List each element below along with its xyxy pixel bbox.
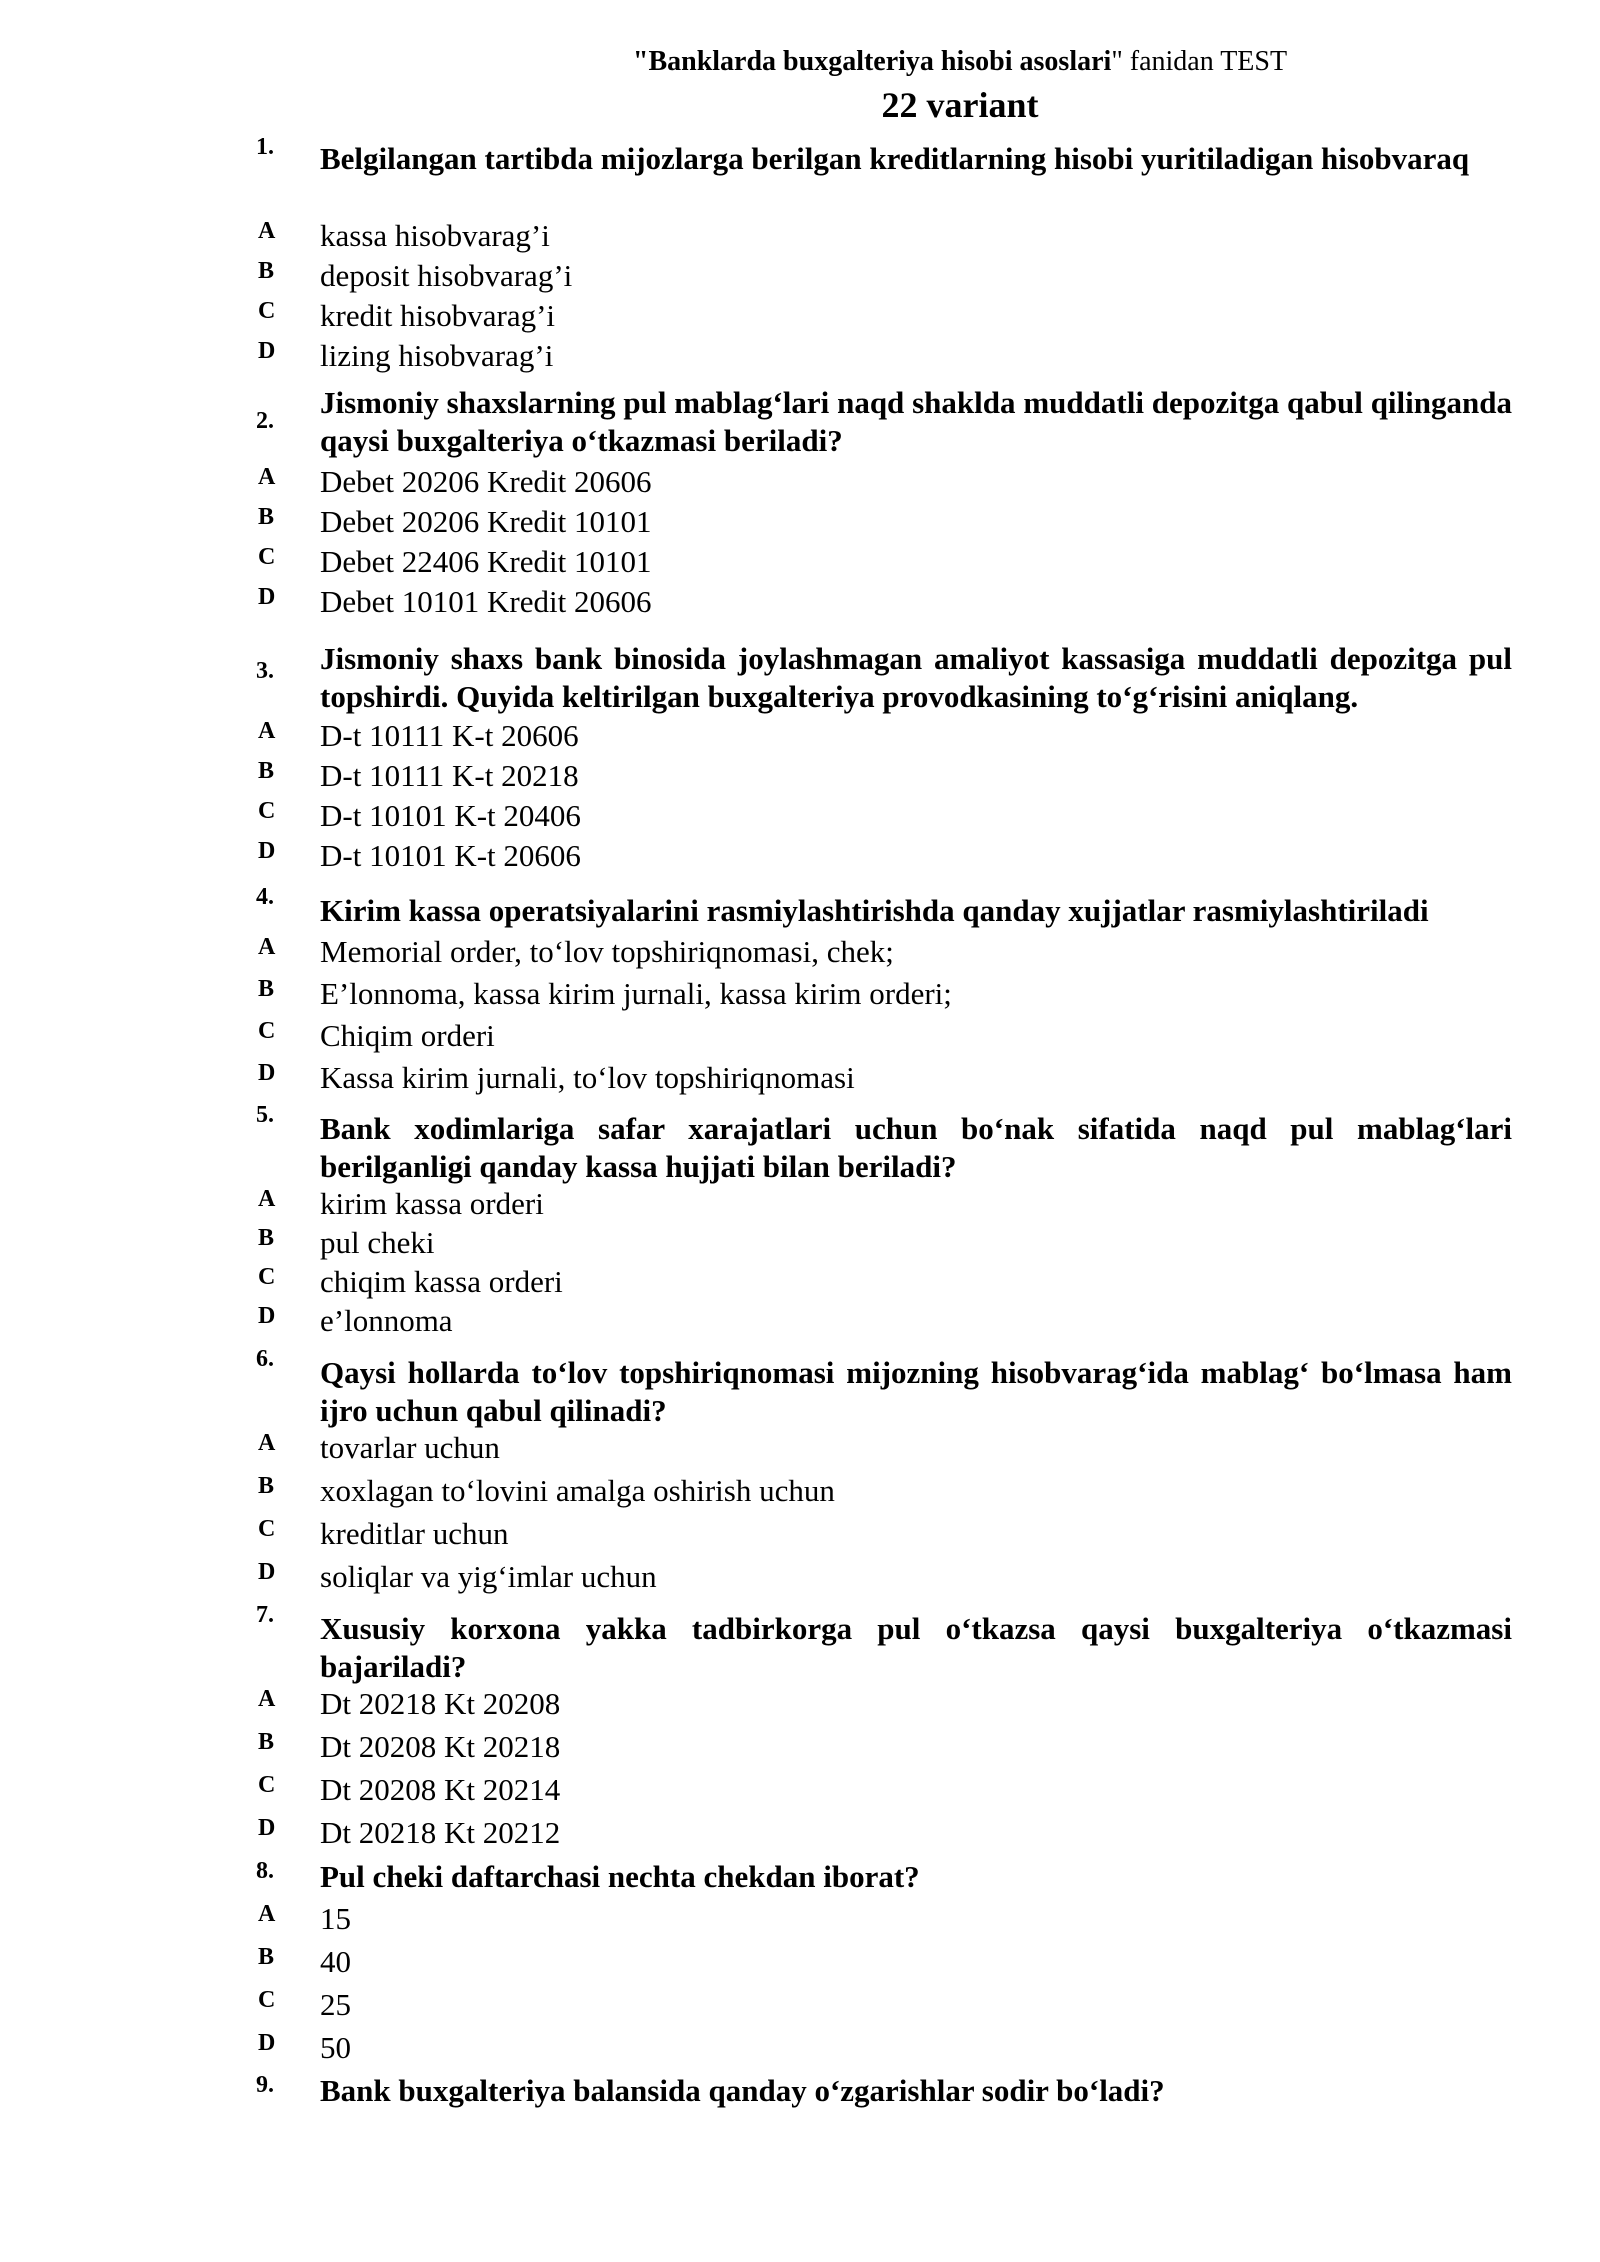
option-text: Dt 20218 Kt 20208 [320, 1686, 561, 1721]
option-row [0, 584, 1600, 624]
option-text: Dt 20208 Kt 20214 [320, 1772, 561, 1807]
option-text: Dt 20218 Kt 20212 [320, 1815, 561, 1850]
variant-label: 22 variant [881, 85, 1039, 125]
option-text: D-t 10111 K-t 20218 [320, 758, 579, 793]
option-text: E’lonnoma, kassa kirim jurnali, kassa kirim orderi; [320, 976, 952, 1011]
option-row [0, 464, 1600, 504]
question-number: 5. [256, 1102, 274, 1128]
option-row [0, 1430, 1600, 1470]
option-text: D-t 10101 K-t 20406 [320, 798, 581, 833]
option-letter: D [258, 1303, 276, 1329]
option-row [0, 718, 1600, 758]
option-letter: D [258, 584, 276, 610]
question-text: Pul cheki daftarchasi nechta chekdan iborat? [320, 1859, 920, 1894]
option-row [0, 1186, 1600, 1226]
question-text: Jismoniy shaxslarning pul mablag‘lari naqd shaklda muddatli depozitga qabul qilinganda qaysi buxgalteriya o‘tkazmasi beriladi? [320, 385, 1512, 458]
option-row [0, 1060, 1600, 1100]
option-row [0, 218, 1600, 258]
option-letter: C [258, 544, 276, 570]
option-text: kirim kassa orderi [320, 1186, 544, 1221]
option-text: Debet 20206 Kredit 20606 [320, 464, 652, 499]
option-letter: D [258, 838, 276, 864]
option-letter: D [258, 1559, 276, 1585]
option-letter: C [258, 1018, 276, 1044]
option-row [0, 1264, 1600, 1304]
option-text: D-t 10111 K-t 20606 [320, 718, 579, 753]
option-letter: B [258, 504, 275, 530]
option-text: kreditlar uchun [320, 1516, 509, 1551]
option-letter: C [258, 1516, 276, 1542]
option-letter: A [258, 718, 276, 744]
option-letter: C [258, 298, 276, 324]
question-number: 2. [256, 408, 274, 434]
question-number: 9. [256, 2072, 274, 2098]
option-text: 50 [320, 2030, 351, 2065]
option-row [0, 798, 1600, 838]
option-row [0, 976, 1600, 1016]
option-text: Debet 10101 Kredit 20606 [320, 584, 652, 619]
option-row [0, 1901, 1600, 1941]
option-row [0, 1559, 1600, 1599]
option-text: 25 [320, 1987, 351, 2022]
option-row [0, 1303, 1600, 1343]
option-text: Dt 20208 Kt 20218 [320, 1729, 561, 1764]
option-text: Chiqim orderi [320, 1018, 495, 1053]
question-number: 6. [256, 1346, 274, 1372]
option-text: e’lonnoma [320, 1303, 453, 1338]
option-text: kredit hisobvarag’i [320, 298, 556, 333]
option-text: chiqim kassa orderi [320, 1264, 563, 1299]
option-letter: B [258, 1944, 275, 1970]
option-text: Kassa kirim jurnali, to‘lov topshiriqnomasi [320, 1060, 855, 1095]
question-text: Xususiy korxona yakka tadbirkorga pul o‘tkazsa qaysi buxgalteriya o‘tkazmasi bajariladi? [320, 1611, 1512, 1684]
option-row [0, 258, 1600, 298]
question-text: Bank xodimlariga safar xarajatlari uchun bo‘nak sifatida naqd pul mablag‘lari berilganligi qanday kassa hujjati bilan beriladi? [320, 1111, 1512, 1184]
question-number: 3. [256, 658, 274, 684]
document-title [320, 44, 1600, 80]
option-row [0, 2030, 1600, 2070]
option-row [0, 1815, 1600, 1855]
option-letter: A [258, 934, 276, 960]
option-letter: B [258, 758, 275, 784]
option-letter: C [258, 1987, 276, 2013]
option-row [0, 1018, 1600, 1058]
option-letter: B [258, 976, 275, 1002]
option-text: 15 [320, 1901, 351, 1936]
option-row [0, 1987, 1600, 2027]
question-number: 8. [256, 1858, 274, 1884]
document-header [0, 44, 1600, 128]
option-text: kassa hisobvarag’i [320, 218, 550, 253]
option-text: D-t 10101 K-t 20606 [320, 838, 581, 873]
question-text: Belgilangan tartibda mijozlarga berilgan kreditlarning hisobi yuritiladigan hisobvaraq [320, 141, 1470, 176]
option-letter: D [258, 2030, 276, 2056]
option-letter: B [258, 258, 275, 284]
option-row [0, 1225, 1600, 1265]
option-letter: A [258, 1186, 276, 1212]
option-letter: B [258, 1473, 275, 1499]
option-row [0, 1473, 1600, 1513]
option-row [0, 934, 1600, 974]
option-letter: D [258, 1815, 276, 1841]
option-text: 40 [320, 1944, 351, 1979]
option-letter: A [258, 1901, 276, 1927]
option-letter: C [258, 1264, 276, 1290]
option-row [0, 1729, 1600, 1769]
option-letter: D [258, 1060, 276, 1086]
option-letter: B [258, 1225, 275, 1251]
option-text: Debet 20206 Kredit 10101 [320, 504, 652, 539]
document-title-suffix: " fanidan TEST [1111, 46, 1288, 77]
option-letter: D [258, 338, 276, 364]
option-text: tovarlar uchun [320, 1430, 500, 1465]
option-text: lizing hisobvarag’i [320, 338, 554, 373]
question-text: Qaysi hollarda to‘lov topshiriqnomasi mijozning hisobvarag‘ida mablag‘ bo‘lmasa ham ijro uchun qabul qilinadi? [320, 1355, 1512, 1428]
option-row [0, 758, 1600, 798]
question-number: 4. [256, 884, 274, 910]
option-letter: A [258, 218, 276, 244]
question-number: 1. [256, 134, 274, 160]
option-letter: A [258, 1686, 276, 1712]
option-text: xoxlagan to‘lovini amalga oshirish uchun [320, 1473, 835, 1508]
option-letter: A [258, 1430, 276, 1456]
option-letter: A [258, 464, 276, 490]
option-row [0, 838, 1600, 878]
option-text: Debet 22406 Kredit 10101 [320, 544, 652, 579]
option-letter: C [258, 798, 276, 824]
option-text: deposit hisobvarag’i [320, 258, 573, 293]
question-text: Jismoniy shaxs bank binosida joylashmagan amaliyot kassasiga muddatli depozitga pul topshirdi. Quyida keltirilgan buxgalteriya provodkasining to‘g‘risini aniqlang. [320, 641, 1512, 714]
option-row [0, 1772, 1600, 1812]
question-number: 7. [256, 1602, 274, 1628]
option-row [0, 1686, 1600, 1726]
option-row [0, 544, 1600, 584]
option-letter: C [258, 1772, 276, 1798]
option-row [0, 504, 1600, 544]
option-row [0, 1944, 1600, 1984]
document-title-subject: "Banklarda buxgalteriya hisobi asoslari [632, 46, 1112, 77]
option-text: pul cheki [320, 1225, 435, 1260]
question-text: Bank buxgalteriya balansida qanday o‘zgarishlar sodir bo‘ladi? [320, 2073, 1165, 2108]
option-letter: B [258, 1729, 275, 1755]
option-text: Memorial order, to‘lov topshiriqnomasi, chek; [320, 934, 894, 969]
question-text: Kirim kassa operatsiyalarini rasmiylashtirishda qanday xujjatlar rasmiylashtiriladi [320, 893, 1429, 928]
option-row [0, 298, 1600, 338]
option-text: soliqlar va yig‘imlar uchun [320, 1559, 657, 1594]
option-row [0, 1516, 1600, 1556]
option-row [0, 338, 1600, 378]
